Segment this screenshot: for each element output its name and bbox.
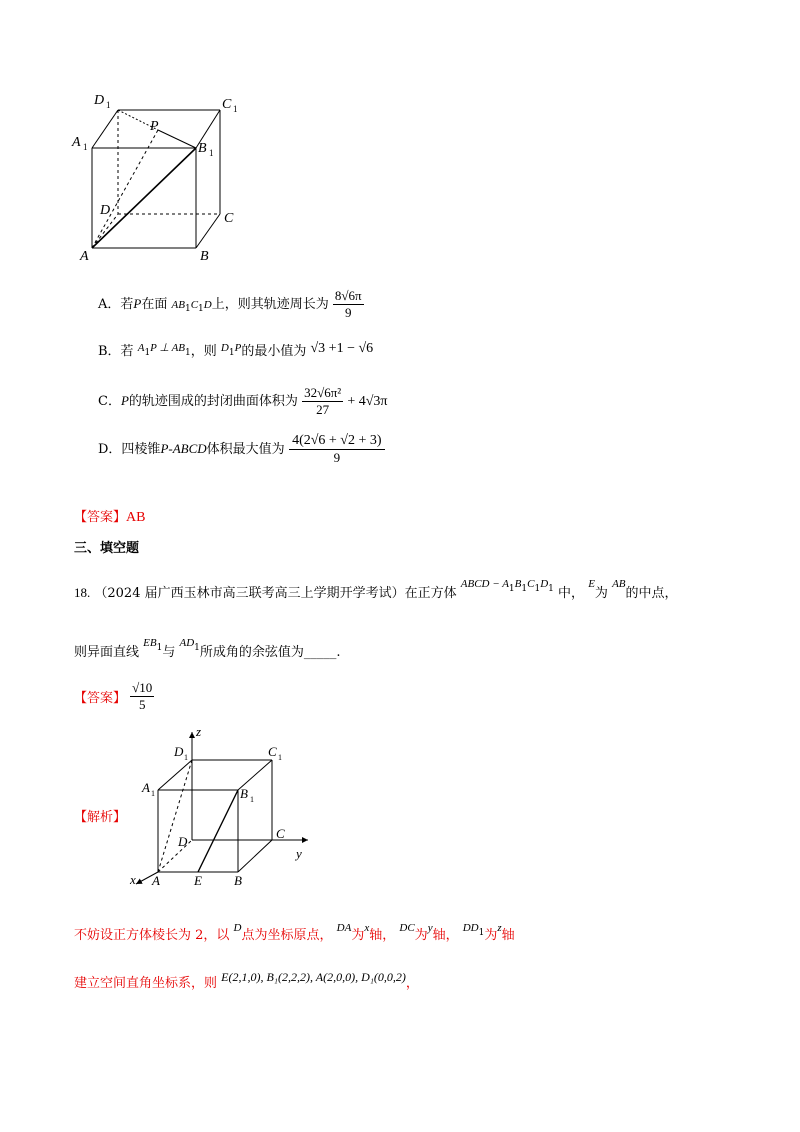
option-b-cond2: P ⊥ AB (150, 342, 186, 354)
solution-da: DA (336, 922, 352, 934)
label-c1: C (222, 97, 232, 112)
q18-period: . (336, 645, 341, 660)
option-a-fraction (333, 288, 364, 321)
solution-coords: E(2,1,0), B₁(2,2,2), A(2,0,0), D₁(0,0,2) (221, 970, 406, 984)
option-a: A．若P在面 $AB_1C_1D$上，则其轨迹周长为 $\frac{8√6\pi}{9}$ (98, 288, 362, 320)
option-d-den: 9 (333, 450, 341, 465)
option-c-fraction (302, 385, 343, 418)
option-d-text: 体积最大值为 (206, 442, 285, 457)
label-d1: D (94, 93, 105, 108)
solution-line-2 (74, 970, 419, 991)
q18-cube: ABCD − A (460, 578, 509, 590)
label-sub: 1 (209, 148, 214, 158)
q18-source: （2024 届广西玉林市高三联考高三上学期开学考试）在正方体 (94, 586, 457, 601)
solution-wei: 为 (351, 928, 365, 943)
label-b1: B (240, 786, 248, 801)
answer-2 (74, 680, 154, 713)
solution-line2: 建立空间直角坐标系，则 (74, 976, 218, 991)
label-a: A (80, 249, 89, 263)
label-a1: A (72, 135, 81, 150)
solution-x: x (364, 922, 370, 934)
option-a-tail: 上，则其轨迹周长为 (211, 297, 329, 312)
answer-1-bracket: 【答案】 (74, 510, 127, 525)
option-b: B．若 $^A1^{P \perp AB}1$，则 $^D1^P$的最小值为 √3 +1 − √6 (98, 341, 374, 359)
q18-line2-a: 则异面直线 (74, 645, 140, 660)
label-y: y (296, 846, 302, 861)
solution-y: y (427, 922, 433, 934)
q18-zhong: 中， (558, 586, 585, 601)
solution-line-1: 不妨设正方体棱长为 2，以 $^D$点为坐标原点， $^{DA}$为$^x$轴， $^{DC}$为$^y$轴， $^{DD1}$为$^z$轴 (74, 922, 515, 943)
solution-d: D (233, 922, 242, 934)
option-d-label: D．四棱锥 (98, 442, 161, 457)
option-c (98, 385, 387, 418)
option-c-p: P (120, 393, 129, 408)
q18-blank: _____ (303, 645, 337, 660)
solution-zhou-end: 轴 (501, 928, 515, 943)
q18-midpoint: 的中点， (625, 586, 678, 601)
solution-dc: DC (399, 922, 415, 934)
question-18-line-2: 则异面直线 $^{EB1}$与 $^{AD1}$所成角的余弦值为_____. (74, 637, 341, 660)
option-b-comma: ，则 (190, 344, 217, 359)
q18-cube-d: D (540, 578, 549, 590)
option-d (98, 433, 385, 466)
solution-wei: 为 (414, 928, 428, 943)
q18-cube-b: B (514, 578, 522, 590)
option-b-label: B．若 (98, 344, 134, 359)
solution-line1-b: 点为坐标原点， (241, 928, 333, 943)
answer-1 (74, 506, 145, 526)
option-a-mid: 在面 (141, 297, 168, 312)
option-b-cond1: A (137, 342, 145, 354)
option-a-face3: D (203, 299, 212, 311)
answer-2-den: 5 (138, 697, 146, 712)
option-a-face: AB (171, 299, 185, 311)
option-a-face2: C (190, 299, 199, 311)
q18-ad: AD (179, 637, 195, 649)
q18-number: 18. (74, 585, 91, 600)
cube-figure-1 (70, 88, 250, 263)
question-18-line-1: 18. （2024 届广西玉林市高三联考高三上学期开学考试）在正方体 $^{ABCD - A1B1C1D1}$ 中， $^E$为 $^{AB}$的中点， (74, 578, 678, 601)
option-b-d1p: D (220, 342, 229, 354)
q18-cube-c: C (527, 578, 535, 590)
label-z: z (196, 724, 202, 739)
option-a-p: P (133, 296, 142, 311)
answer-2-bracket: 【答案】 (74, 691, 127, 706)
q18-wei: 为 (594, 586, 608, 601)
label-sub: 1 (250, 795, 254, 804)
option-a-den: 9 (344, 305, 352, 320)
label-b: B (200, 249, 209, 263)
solution-zhou: 轴， (432, 928, 459, 943)
option-c-plus: + 4√3π (347, 394, 388, 409)
label-a1: A (142, 780, 150, 795)
solution-z: z (497, 922, 502, 934)
section-title: 三、填空题 (74, 541, 140, 556)
label-d: D (100, 203, 111, 218)
solution-dd1: DD (462, 922, 479, 934)
label-d1: D (174, 744, 184, 759)
q18-ab: AB (612, 578, 626, 590)
label-sub: 1 (106, 100, 111, 110)
solution-line1-a: 不妨设正方体棱长为 2，以 (74, 928, 230, 943)
cube-figure-2 (122, 722, 322, 892)
label-b1: B (198, 141, 207, 156)
solution-wei: 为 (484, 928, 498, 943)
label-c1: C (268, 744, 277, 759)
option-c-label: C． (98, 394, 121, 409)
solution-zhou: 轴， (369, 928, 396, 943)
q18-e: E (588, 578, 595, 590)
q18-line2-b: 所成角的余弦值为 (199, 645, 304, 660)
label-sub: 1 (278, 753, 282, 762)
q18-yu: 与 (162, 645, 176, 660)
answer-1-value: AB (126, 510, 146, 525)
answer-2-fraction (130, 680, 154, 713)
option-b-value: √3 +1 − √6 (310, 341, 374, 356)
label-sub: 1 (184, 753, 188, 762)
solution-tail: ， (405, 976, 419, 991)
option-b-d1p2: P (234, 342, 242, 354)
answer-2-num: √10 (132, 680, 153, 695)
q18-eb: EB (143, 637, 157, 649)
label-a: A (152, 873, 160, 888)
label-sub: 1 (151, 789, 155, 798)
option-a-num: 8√6π (334, 288, 362, 303)
label-x: x (130, 872, 136, 887)
option-c-text: 的轨迹围成的封闭曲面体积为 (128, 394, 298, 409)
option-b-tail: 的最小值为 (241, 344, 307, 359)
label-c: C (224, 211, 234, 226)
option-d-num: 4(2√6 + √2 + 3) (289, 433, 385, 450)
option-d-pyr: P-ABCD (160, 441, 207, 456)
analysis-label: 【解析】 (74, 810, 127, 825)
label-sub: 1 (233, 104, 238, 114)
label-b: B (234, 873, 242, 888)
label-d: D (178, 834, 188, 849)
label-p: P (150, 119, 159, 134)
label-c: C (276, 826, 285, 841)
option-c-num: 32√6π² (304, 385, 342, 400)
label-e: E (194, 873, 202, 888)
option-d-fraction (289, 433, 385, 466)
option-c-den: 27 (316, 402, 330, 417)
option-a-label: A．若 (98, 297, 134, 312)
label-sub: 1 (83, 142, 88, 152)
